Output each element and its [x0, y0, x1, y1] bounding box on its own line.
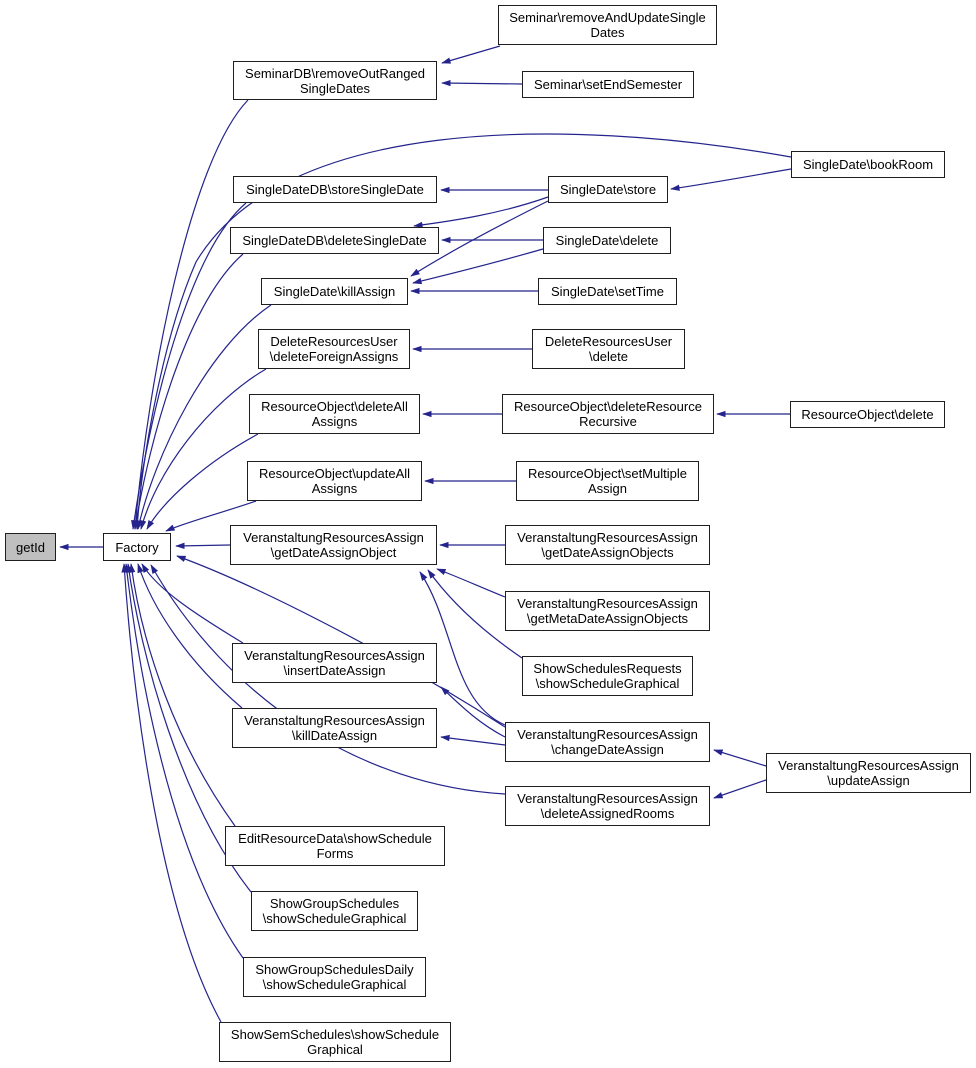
node-vra-getmetadateassignobjects[interactable] [505, 591, 710, 631]
node-label-line: VeranstaltungResourcesAssign [244, 648, 425, 663]
node-vra-insertdateassign[interactable] [232, 643, 437, 683]
node-label-line: Factory [115, 539, 159, 555]
node-singledate-settime[interactable] [538, 278, 677, 305]
node-label-line: VeranstaltungResourcesAssign [517, 530, 698, 545]
edge-vra-getdateassignobject--to--factory [176, 545, 230, 546]
edge-showgroupschedulesdaily-showschedulegraphical--to--factory [126, 564, 243, 958]
node-label-line: SingleDate\bookRoom [802, 157, 934, 172]
edge-seminardb-removeoutranged-singledates--to--factory [135, 100, 248, 529]
node-label-line: Dates [590, 25, 625, 40]
node-label-line: DeleteResourcesUser [544, 334, 673, 349]
node-label-line: VeranstaltungResourcesAssign [517, 596, 698, 611]
edge-singledate-delete--to--singledate-killassign [413, 249, 543, 283]
node-label-line: Seminar\setEndSemester [533, 77, 683, 92]
node-label-line: \changeDateAssign [551, 742, 664, 757]
node-label-line: ResourceObject\deleteResource [514, 399, 702, 414]
node-label-line: SingleDate\killAssign [273, 284, 396, 299]
node-seminardb-removeoutranged-singledates[interactable] [233, 61, 437, 100]
node-label-line: ShowGroupSchedules [269, 896, 400, 911]
node-label-line: ResourceObject\delete [801, 407, 934, 422]
node-label-line: \getDateAssignObject [270, 545, 397, 560]
node-label-line: \showScheduleGraphical [262, 911, 407, 926]
node-label-line: SingleDateDB\deleteSingleDate [242, 233, 427, 248]
node-resourceobject-deleteresourcerecursive[interactable] [502, 394, 714, 434]
node-label-line: ResourceObject\setMultiple [528, 466, 687, 481]
node-label-line: DeleteResourcesUser [270, 334, 398, 349]
node-seminar-removeandupdate-singledates[interactable] [498, 5, 717, 45]
node-singledatedb-storesingledate[interactable] [233, 176, 437, 203]
edge-seminar-removeandupdate-singledates--to--seminardb-removeoutranged-singledates [442, 46, 500, 63]
edge-vra-changedateassign--to--vra-insertdateassign [441, 687, 505, 737]
edge-singledate-bookroom--to--singledate-store [671, 169, 791, 189]
node-label-line: \deleteForeignAssigns [269, 349, 399, 364]
node-label-line: Graphical [307, 1042, 363, 1057]
node-label-line: \insertDateAssign [283, 663, 386, 678]
node-vra-getdateassignobjects[interactable] [505, 525, 710, 565]
node-singledatedb-deletesingledate[interactable] [230, 227, 439, 254]
node-getid [5, 533, 56, 561]
node-resourceobject-setmultipleassign[interactable] [516, 461, 699, 501]
node-label-line: getId [16, 539, 45, 555]
node-label-line: Assigns [311, 481, 358, 496]
edge-resourceobject-deleteallassigns--to--factory [147, 434, 258, 529]
node-label-line: VeranstaltungResourcesAssign [778, 758, 959, 773]
edge-vra-getmetadateassignobjects--to--vra-getdateassignobject [437, 569, 505, 597]
node-singledate-bookroom[interactable] [791, 151, 945, 178]
node-label-line: VeranstaltungResourcesAssign [517, 727, 698, 742]
node-singledate-delete[interactable] [543, 227, 671, 254]
node-label-line: SingleDate\delete [555, 233, 659, 248]
node-vra-killdateassign[interactable] [232, 708, 437, 748]
edge-vra-changedateassign--to--vra-killdateassign [441, 737, 505, 745]
node-label-line: \showScheduleGraphical [262, 977, 407, 992]
node-vra-deleteassignedrooms[interactable] [505, 786, 710, 826]
node-label-line: \showScheduleGraphical [535, 676, 680, 691]
node-label-line: \deleteAssignedRooms [540, 806, 675, 821]
edge-vra-updateassign--to--vra-deleteassignedrooms [714, 780, 766, 798]
node-label-line: ResourceObject\updateAll [258, 466, 411, 481]
node-vra-getdateassignobject[interactable] [230, 525, 437, 565]
node-resourceobject-updateallassigns[interactable] [247, 461, 422, 501]
node-factory[interactable] [103, 533, 171, 561]
node-label-line: SingleDate\store [559, 182, 657, 197]
node-resourceobject-delete[interactable] [790, 401, 945, 428]
node-label-line: \getMetaDateAssignObjects [526, 611, 689, 626]
node-showgroupschedules-showschedulegraphical[interactable] [251, 891, 418, 931]
edge-vra-killdateassign--to--factory [138, 564, 242, 708]
node-label-line: Assigns [311, 414, 358, 429]
node-showsemschedules-showschedulegraphical[interactable] [219, 1022, 451, 1062]
node-label-line: SingleDates [299, 80, 371, 96]
node-label-line: VeranstaltungResourcesAssign [244, 713, 425, 728]
node-singledate-killassign[interactable] [261, 278, 408, 305]
node-seminar-setendsemester[interactable] [522, 71, 694, 98]
node-vra-updateassign[interactable] [766, 753, 971, 793]
node-label-line: VeranstaltungResourcesAssign [517, 791, 698, 806]
node-label-line: Assign [587, 481, 628, 496]
node-label-line: VeranstaltungResourcesAssign [243, 530, 424, 545]
node-label-line: ShowGroupSchedulesDaily [255, 962, 414, 977]
node-label-line: ResourceObject\deleteAll [261, 399, 408, 414]
node-label-line: Forms [316, 846, 354, 861]
node-label-line: Seminar\removeAndUpdateSingle [509, 10, 706, 25]
node-label-line: SingleDate\setTime [551, 284, 664, 299]
node-resourceobject-deleteallassigns[interactable] [249, 394, 420, 434]
node-deleteresourcesuser-deleteforeignassigns[interactable] [258, 329, 410, 369]
node-singledate-store[interactable] [548, 176, 668, 203]
node-editresourcedata-showscheduleforms[interactable] [225, 826, 445, 866]
edge-singledatedb-deletesingledate--to--factory [135, 254, 243, 529]
node-label-line: SingleDateDB\storeSingleDate [246, 182, 424, 197]
node-label-line: SeminarDB\removeOutRanged [245, 65, 425, 81]
node-label-line: \killDateAssign [291, 728, 378, 743]
node-label-line: \updateAssign [827, 773, 910, 788]
node-vra-changedateassign[interactable] [505, 722, 710, 762]
edge-vra-updateassign--to--vra-changedateassign [714, 750, 766, 766]
node-showschedulesrequests-showschedulegraphical[interactable] [522, 656, 693, 696]
edge-seminar-setendsemester--to--seminardb-removeoutranged-singledates [442, 83, 522, 84]
node-label-line: EditResourceData\showSchedule [238, 831, 432, 846]
node-deleteresourcesuser-delete[interactable] [532, 329, 685, 369]
node-label-line: ShowSemSchedules\showSchedule [230, 1027, 440, 1042]
node-label-line: ShowSchedulesRequests [533, 661, 682, 676]
node-label-line: Recursive [579, 414, 637, 429]
node-showgroupschedulesdaily-showschedulegraphical[interactable] [243, 957, 426, 997]
node-label-line: \delete [588, 349, 629, 364]
node-label-line: \getDateAssignObjects [541, 545, 674, 560]
